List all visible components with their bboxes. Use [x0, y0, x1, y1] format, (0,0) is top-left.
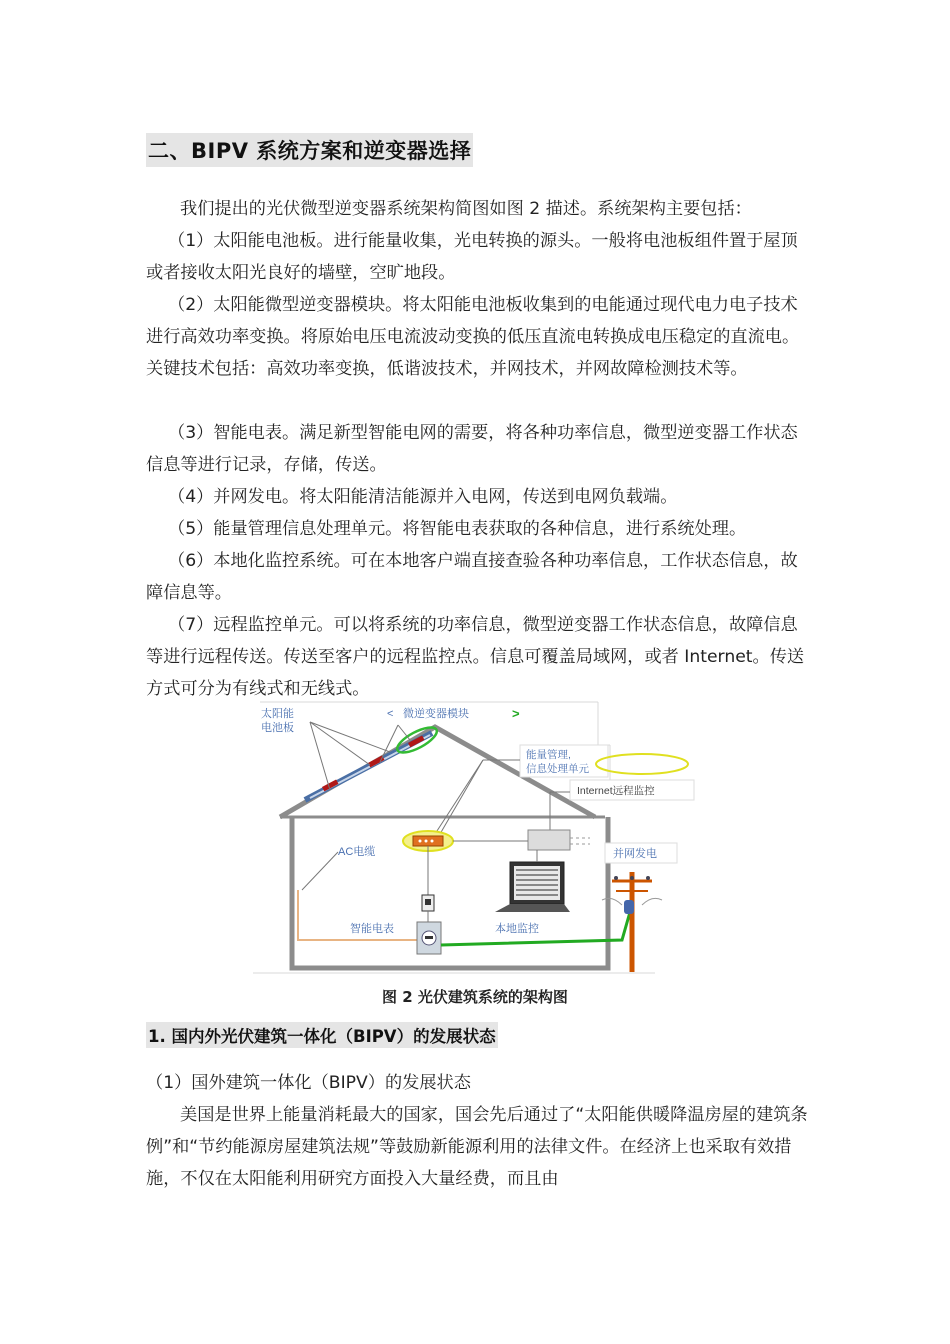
- figure-caption: 图 2 光伏建筑系统的架构图: [382, 988, 568, 1006]
- utility-pole-icon: [602, 872, 662, 972]
- pointer-line: [310, 722, 390, 752]
- energy-mgmt-device: [413, 836, 443, 846]
- solar-panels: [305, 733, 432, 800]
- subsection-heading: 1. 国内外光伏建筑一体化（BIPV）的发展状态: [146, 1022, 498, 1048]
- label-local-monitor: 本地监控: [495, 923, 539, 935]
- item-6: （6）本地化监控系统。可在本地客户端直接查验各种功率信息，工作状态信息，故障信息等。: [146, 551, 798, 603]
- label-ac-cable: AC电缆: [338, 846, 376, 858]
- pointer-line: [440, 760, 483, 834]
- label-solar-panel-2: 电池板: [261, 722, 294, 734]
- label-grid: 并网发电: [613, 848, 657, 860]
- pointer-line: [310, 722, 330, 790]
- item-7: （7）远程监控单元。可以将系统的功率信息，微型逆变器工作状态信息，故障信息等进行远程传送。传送至客户的远程监控点。信息可覆盖局域网，或者 Internet。传送方式可分为有线式和无线式。: [146, 615, 805, 699]
- label-smart-meter: 智能电表: [350, 923, 394, 935]
- item-4: （4）并网发电。将太阳能清洁能源并入电网，传送到电网负载端。: [168, 487, 678, 507]
- item-2: （2）太阳能微型逆变器模块。将太阳能电池板收集到的电能通过现代电力电子技术进行高效功率变换。将原始电压电流波动变换的低压直流电转换成电压稳定的直流电。关键技术包括：高效功率变换，低谐波技术，并网技术，并网故障检测技术等。: [146, 295, 800, 379]
- pointer-line: [435, 760, 483, 834]
- label-solar-panel-1: 太阳能: [261, 708, 294, 720]
- item-1: （1）太阳能电池板。进行能量收集，光电转换的源头。一般将电池板组件置于屋顶或者接收太阳光良好的墙壁，空旷地段。: [146, 231, 798, 283]
- subsubsection-heading: （1）国外建筑一体化（BIPV）的发展状态: [146, 1073, 471, 1093]
- body-paragraph: 美国是世界上能量消耗最大的国家，国会先后通过了“太阳能供暖降温房屋的建筑条例”和“节约能源房屋建筑法规”等鼓励新能源利用的法律文件。在经济上也采取有效措施，不仅在太阳能利用研究方面投入大量经费，而且由: [146, 1105, 808, 1189]
- remote-monitor-device: [528, 830, 570, 850]
- label-internet: Internet远程监控: [577, 785, 655, 797]
- pointer-line: [302, 852, 338, 890]
- label-energy-mgmt-1: 能量管理,: [526, 749, 571, 761]
- arrow-left-icon: <: [387, 708, 394, 720]
- architecture-diagram: [250, 700, 710, 985]
- arrow-right-icon: >: [512, 706, 520, 721]
- laptop-icon: [495, 862, 570, 912]
- section-heading: 二、BIPV 系统方案和逆变器选择: [146, 133, 473, 167]
- item-3: （3）智能电表。满足新型智能电网的需要，将各种功率信息，微型逆变器工作状态信息等进行记录，存储，传送。: [146, 423, 798, 475]
- label-micro-inverter: 微逆变器模块: [403, 708, 469, 720]
- item-5: （5）能量管理信息处理单元。将智能电表获取的各种信息，进行系统处理。: [168, 519, 747, 539]
- label-energy-mgmt-2: 信息处理单元: [526, 763, 589, 775]
- pointer-line: [310, 722, 370, 765]
- intro-paragraph: 我们提出的光伏微型逆变器系统架构简图如图 2 描述。系统架构主要包括：: [180, 199, 752, 219]
- smart-meter-icon: [417, 922, 441, 954]
